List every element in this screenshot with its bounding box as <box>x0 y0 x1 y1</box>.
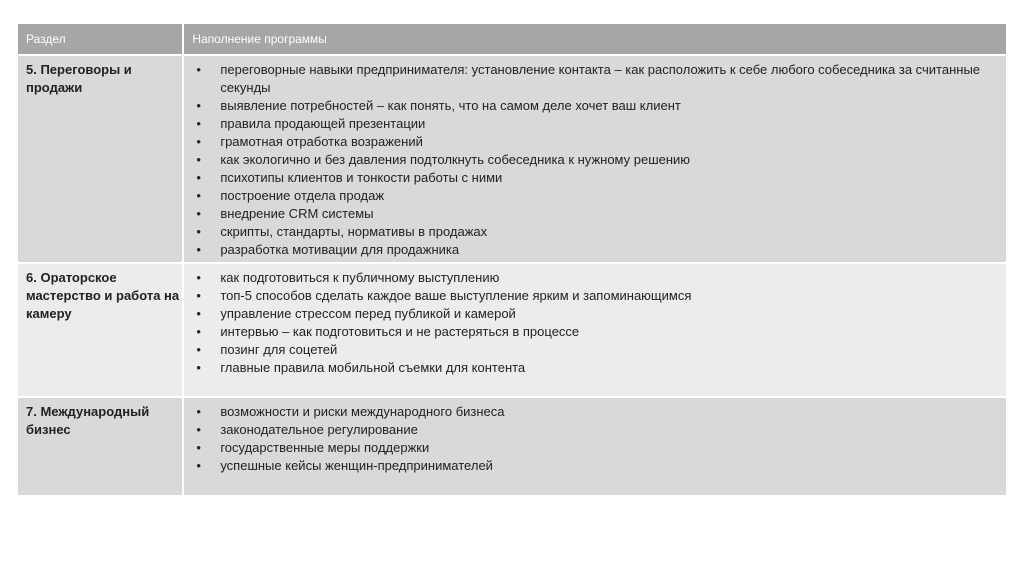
bullet-icon: • <box>196 98 201 113</box>
item-text: грамотная отработка возражений <box>220 134 423 149</box>
header-content: Наполнение программы <box>184 24 1006 54</box>
list-item <box>194 151 998 169</box>
item-text: как подготовиться к публичному выступлению <box>220 270 500 285</box>
item-text: государственные меры поддержки <box>220 440 430 455</box>
bullet-icon: • <box>196 404 201 419</box>
item-text: построение отдела продаж <box>220 188 385 203</box>
list-item <box>194 287 998 305</box>
list-item <box>194 187 998 205</box>
item-text: главные правила мобильной съемки для контента <box>220 360 526 375</box>
bullet-icon: • <box>196 458 201 473</box>
list-item <box>194 133 998 151</box>
table-row <box>18 54 1006 262</box>
item-text: управление стрессом перед публикой и камерой <box>220 306 516 321</box>
bullet-icon: • <box>196 422 201 437</box>
list-item <box>194 205 998 223</box>
bullet-icon: • <box>196 342 201 357</box>
list-item <box>194 169 998 187</box>
item-text: разработка мотивации для продажника <box>220 242 460 257</box>
list-item <box>194 359 998 377</box>
list-item <box>194 341 998 359</box>
bullet-icon: • <box>196 152 201 167</box>
bullet-icon: • <box>196 188 201 203</box>
section-items <box>184 262 1006 396</box>
item-text: интервью – как подготовиться и не растеряться в процессе <box>220 324 580 339</box>
bullet-icon: • <box>196 360 201 375</box>
list-item <box>194 241 998 259</box>
item-text: возможности и риски международного бизнеса <box>220 404 505 419</box>
bullet-icon: • <box>196 242 201 257</box>
bullet-icon: • <box>196 116 201 131</box>
table-row <box>18 396 1006 495</box>
bullet-icon: • <box>196 288 201 303</box>
bullet-icon: • <box>196 206 201 221</box>
bullet-icon: • <box>196 62 201 77</box>
section-items <box>184 54 1006 262</box>
item-text: законодательное регулирование <box>220 422 418 437</box>
list-item <box>194 457 998 475</box>
bullet-icon: • <box>196 324 201 339</box>
list-item <box>194 269 998 287</box>
bullet-icon: • <box>196 306 201 321</box>
header-section: Раздел <box>18 24 184 54</box>
items-list <box>194 403 998 475</box>
item-text: скрипты, стандарты, нормативы в продажах <box>220 224 488 239</box>
items-list <box>194 269 998 377</box>
item-text: правила продающей презентации <box>220 116 426 131</box>
item-text: как экологично и без давления подтолкнуть собеседника к нужному решению <box>220 152 691 167</box>
list-item <box>194 323 998 341</box>
item-text: переговорные навыки предпринимателя: установление контакта – как расположить к себе любого собеседника за считанные секунды <box>220 62 981 95</box>
list-item <box>194 61 998 97</box>
section-items <box>184 396 1006 495</box>
list-item <box>194 97 998 115</box>
item-text: психотипы клиентов и тонкости работы с ними <box>220 170 503 185</box>
item-text: выявление потребностей – как понять, что на самом деле хочет ваш клиент <box>220 98 681 113</box>
list-item <box>194 305 998 323</box>
list-item <box>194 223 998 241</box>
section-title: 5. Переговоры и продажи <box>18 54 184 262</box>
bullet-icon: • <box>196 270 201 285</box>
section-title: 6. Ораторское мастерство и работа на камеру <box>18 262 184 396</box>
bullet-icon: • <box>196 134 201 149</box>
program-table <box>18 24 1006 495</box>
list-item <box>194 421 998 439</box>
list-item <box>194 115 998 133</box>
list-item <box>194 403 998 421</box>
table-row <box>18 262 1006 396</box>
item-text: позинг для соцетей <box>220 342 338 357</box>
list-item <box>194 439 998 457</box>
items-list <box>194 61 998 259</box>
section-title: 7. Международный бизнес <box>18 396 184 495</box>
bullet-icon: • <box>196 224 201 239</box>
bullet-icon: • <box>196 440 201 455</box>
item-text: топ-5 способов сделать каждое ваше выступление ярким и запоминающимся <box>220 288 692 303</box>
bullet-icon: • <box>196 170 201 185</box>
table-header-row <box>18 24 1006 54</box>
item-text: успешные кейсы женщин-предпринимателей <box>220 458 493 473</box>
item-text: внедрение CRM системы <box>220 206 374 221</box>
